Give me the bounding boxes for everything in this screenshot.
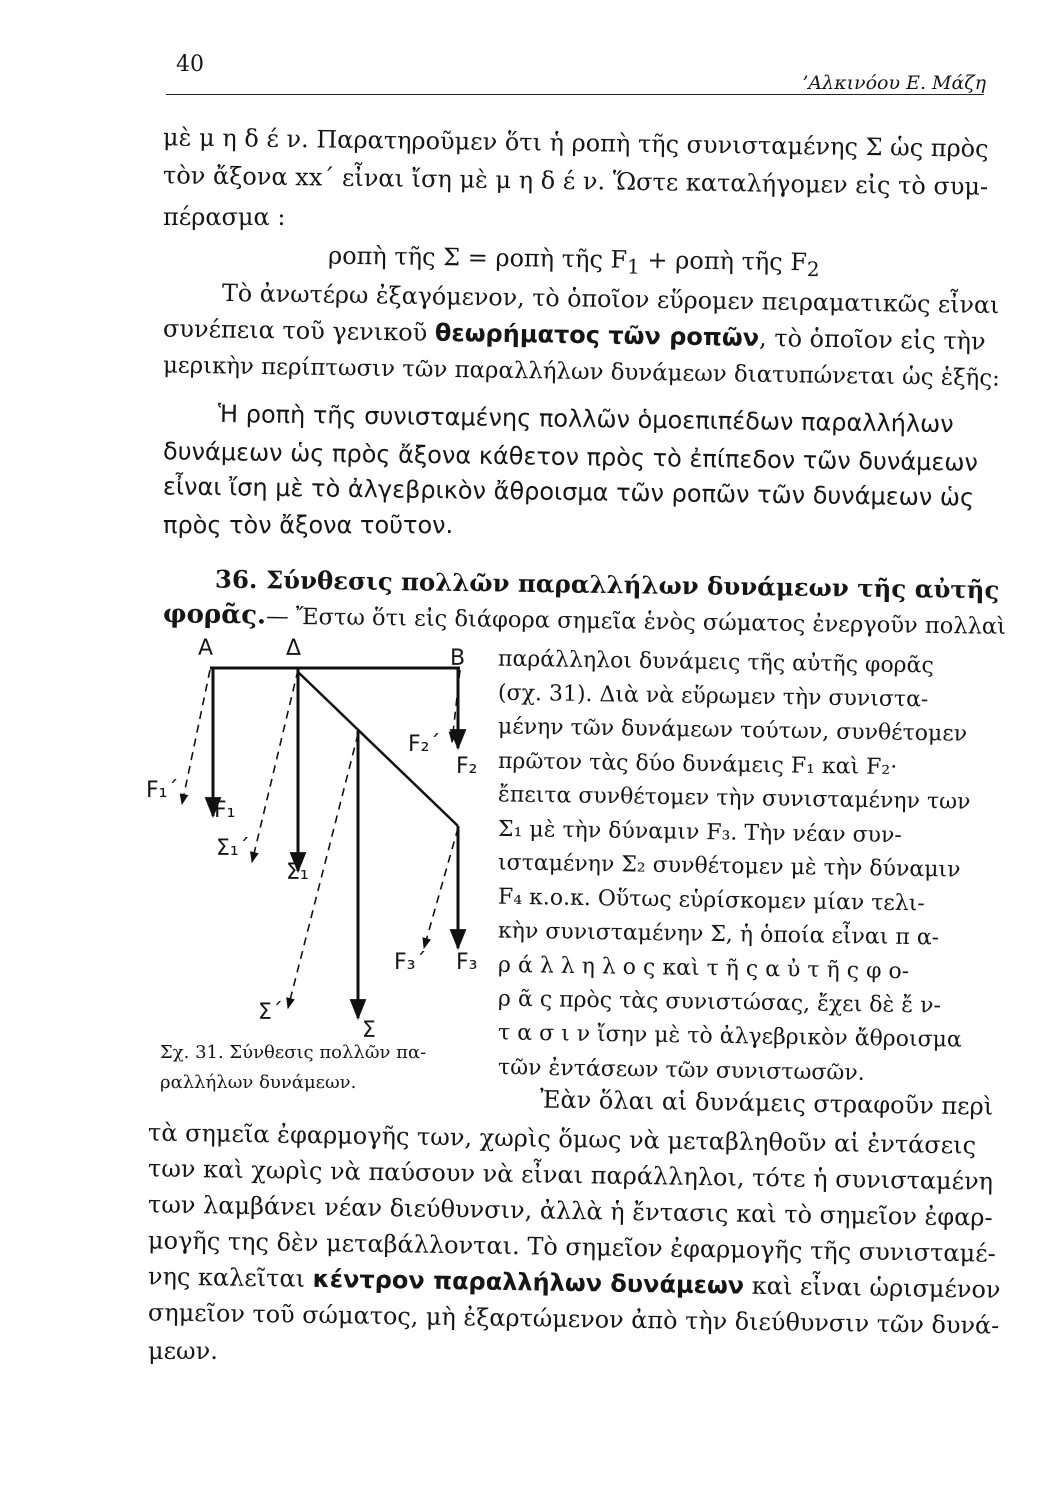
section-heading-cont: φορᾶς.— Ἔστω ὅτι εἰς διάφορα σημεῖα ἑνὸς σώματος ἐνεργοῦν πολλαὶ	[162, 599, 1007, 640]
text-line: ρ ᾶ ς πρὸς τὰς συνιστώσας, ἔχει δὲ ἔ ν-	[497, 986, 942, 1019]
text-line: τῶν ἐντάσεων τῶν συνιστωσῶν.	[497, 1055, 865, 1086]
text-line: τὸν ἄξονα xx΄ εἶναι ἴση μὲ μ η δ έ ν. Ὥστε καταλήγομεν εἰς τὸ συμ-	[162, 161, 989, 201]
label-S1-prime: Σ₁΄	[216, 836, 250, 861]
page-number: 40	[176, 52, 204, 77]
center-term: κέντρον παραλλήλων δυνάμεων	[312, 1264, 745, 1300]
text-line: F₄ κ.ο.κ. Οὕτως εὑρίσκομεν μίαν τελι-	[497, 884, 925, 917]
text-line: κὴν συνισταμένην Σ, ἡ ὁποία εἶναι π α-	[497, 918, 940, 951]
text-line: των λαμβάνει νέαν διεύθυνσιν, ἀλλὰ ἡ ἔντασις καὶ τὸ σημεῖον ἐφαρ-	[147, 1190, 993, 1232]
force-diagram	[140, 636, 500, 1046]
page-header	[160, 44, 990, 104]
equation: ροπὴ τῆς Σ = ροπὴ τῆς $F_1$ + ροπὴ τῆς $F_2$	[327, 241, 820, 282]
text-line: μογῆς της δὲν μεταβάλλονται. Τὸ σημεῖον ἐφαρμογῆς τῆς συνισταμέ-	[147, 1226, 996, 1268]
text-line: (σχ. 31). Διὰ νὰ εὕρωμεν τὴν συνιστα-	[497, 680, 929, 713]
text-line: ισταμένην Σ₂ συνθέτομεν μὲ τὴν δύναμιν	[497, 850, 961, 883]
text-line: μὲ μ η δ έ ν. Παρατηροῦμεν ὅτι ἡ ροπὴ τῆς συνισταμένης Σ ὡς πρὸς	[162, 123, 989, 163]
text-line: τ α σ ι ν ἴσην μὲ τὸ ἀλγεβρικὸν ἄθροισμα	[497, 1020, 962, 1053]
section-heading: 36. Σύνθεσις πολλῶν παραλλήλων δυνάμεων τῆς αὐτῆς	[214, 564, 1000, 605]
label-S: Σ	[362, 1018, 376, 1043]
text-line: ἔπειτα συνθέτομεν τὴν συνισταμένην των	[497, 782, 971, 815]
text-line: συνέπεια τοῦ γενικοῦ θεωρήματος τῶν ροπῶν, τὸ ὁποῖον εἰς τὴν	[162, 314, 986, 356]
text-line: νης καλεῖται κέντρον παραλλήλων δυνάμεων καὶ εἶναι ὡρισμένον	[147, 1262, 1001, 1304]
text-line: μερικὴν περίπτωσιν τῶν παραλλήλων δυνάμεων διατυπώνεται ὡς ἑξῆς:	[162, 352, 1000, 392]
text-line: ρ ά λ λ η λ ο ς καὶ τ ῆ ς α ὐ τ ῆ ς φ ο-	[497, 952, 910, 985]
label-B: Β	[450, 646, 466, 671]
force-F3-rotated	[424, 828, 458, 948]
label-S-prime: Σ΄	[258, 1000, 283, 1025]
text-line: Ἐὰν ὅλαι αἱ δυνάμεις στραφοῦν περὶ	[539, 1085, 994, 1121]
text-line: μένην τῶν δυνάμεων τούτων, συνθέτομεν	[497, 714, 968, 747]
running-head: ’Αλκινόου Ε. Μάζη	[802, 72, 986, 94]
text-line: πρῶτον τὰς δύο δυνάμεις F₁ καὶ F₂·	[497, 748, 898, 781]
label-D: Δ	[286, 636, 302, 661]
figure-31	[140, 636, 500, 1106]
force-F1-rotated	[182, 670, 210, 804]
label-F1: F₁	[214, 798, 236, 823]
text-line: παράλληλοι δυνάμεις τῆς αὐτῆς φορᾶς	[497, 646, 934, 679]
theorem-line: εἶναι ἴση μὲ τὸ ἀλγεβρικὸν ἄθροισμα τῶν ροπῶν τῶν δυνάμεων ὡς	[162, 472, 975, 512]
label-F3: F₃	[456, 950, 478, 975]
label-F3-prime: F₃΄	[394, 950, 427, 975]
text-line: σημεῖον τοῦ σώματος, μὴ ἐξαρτώμενον ἀπὸ τὴν διεύθυνσιν τῶν δυνά-	[147, 1298, 1000, 1340]
text-line: μεων.	[148, 1337, 218, 1365]
label-F1-prime: F₁΄	[146, 778, 179, 803]
theorem-name: θεωρήματος τῶν ροπῶν	[434, 318, 760, 352]
label-A: Α	[198, 636, 214, 661]
theorem-line: πρὸς τὸν ἄξονα τοῦτον.	[163, 511, 454, 539]
text-line: τὰ σημεῖα ἐφαρμογῆς των, χωρὶς ὅμως νὰ μεταβληθοῦν αἱ ἐντάσεις	[147, 1118, 977, 1160]
text-line: Σ₁ μὲ τὴν δύναμιν F₃. Τὴν νέαν συν-	[497, 816, 902, 849]
text-line: των καὶ χωρὶς νὰ παύσουν νὰ εἶναι παράλληλοι, τότε ἡ συνισταμένη	[147, 1154, 994, 1196]
label-S1: Σ₁	[286, 860, 309, 885]
label-F2-prime: F₂΄	[408, 732, 441, 757]
theorem-line: Ἡ ροπὴ τῆς συνισταμένης πολλῶν ὁμοεπιπέδων παραλλήλων	[217, 399, 954, 439]
figure-caption: Σχ. 31. Σύνθεσις πολλῶν πα- ραλλήλων δυνάμεων.	[160, 1042, 427, 1093]
text-line: πέρασμα :	[163, 203, 286, 231]
force-S1-rotated	[252, 670, 298, 862]
text-line: Τὸ ἀνωτέρω ἐξαγόμενον, τὸ ὁποῖον εὕρομεν πειραματικῶς εἶναι	[221, 278, 1000, 320]
header-rule	[166, 94, 984, 95]
label-F2: F₂	[456, 754, 478, 779]
theorem-line: δυνάμεων ὡς πρὸς ἄξονα κάθετον πρὸς τὸ ἐπίπεδον τῶν δυνάμεων	[162, 437, 979, 477]
